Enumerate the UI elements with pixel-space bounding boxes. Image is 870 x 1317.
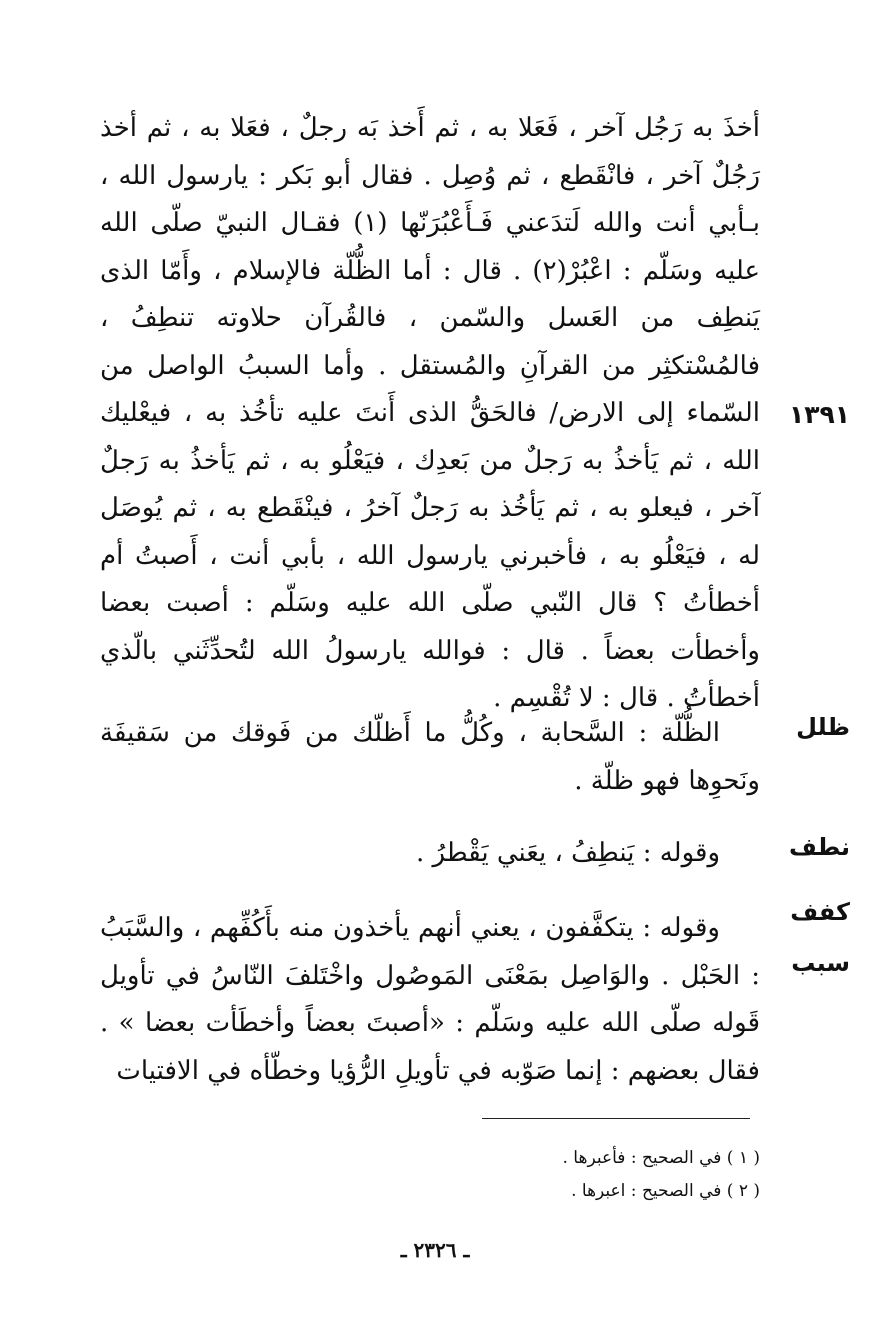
margin-root-zll: ظلل	[796, 713, 850, 741]
entry-ntf-text: وقوله : يَنطِفُ ، يعَني يَقْطرُ .	[416, 838, 720, 868]
footnote-2: ( ٢ ) في الصحيح : اعبرها .	[571, 1181, 760, 1201]
margin-root-ntf: نطف	[789, 833, 850, 861]
footnotes	[360, 1142, 760, 1208]
entry-kff-sbb-text: وقوله : يتكفَّفون ، يعني أنهم يأخذون منه بأَكُفِّهم ، والسَّبَبُ : الحَبْل . والوَاصِل بمَعْنَى المَوصُول واخْتَلفَ النّاسُ في تأويل قَوله صلّى الله عليه وسَلّم : «أصبتَ بعضاً وأخطَأت بعضا » . فقال بعضهم : إنما صَوّبه في تأويلِ الرُّؤيا وخطّأه في الافتيات	[100, 913, 760, 1086]
entry-zll	[100, 710, 760, 805]
main-paragraph-hadith	[100, 105, 760, 723]
margin-root-kff: كفف	[790, 898, 850, 926]
margin-page-reference: ١٣٩١	[788, 400, 850, 429]
margin-root-sbb: سبب	[791, 949, 850, 977]
hadith-text: أخذَ به رَجُل آخر ، فَعَلا به ، ثم أَخذ بَه رجلٌ ، فعَلا به ، ثم أخذ رَجُلٌ آخر ، فانْقَطع ، ثم وُصِل . فقال أبو بَكر : يارسول الله ، بـأبي أنت والله لَتدَعني فَـأَعْبُرَنّها (١) فقـال النبيّ صلّى الله عليه وسَلّم : اعْبُرْ(٢) . قال : أما الظُّلّة فالإسلام ، وأَمّا الذى يَنطِف من العَسل والسّمن ، فالقُرآن حلاوته تنطِفُ ، فالمُسْتكثِر من القرآنِ والمُستقل . وأما السببُ الواصل من السّماء إلى الارض/ فالحَقُّ الذى أَنتَ عليه تأخُذ به ، فيعْليك الله ، ثم يَأخذُ به رَجلٌ من بَعدِك ، فيَعْلُو به ، ثم يَأخذُ به رَجلٌ آخر ، فيعلو به ، ثم يَأخُذ به رَجلٌ آخرُ ، فينْقَطع به ، ثم يُوصَل له ، فيَعْلُو به ، فأخبرني يارسول الله ، بأبي أنت ، أَصبتُ أم أخطأتُ ؟ قال النّبي صلّى الله عليه وسَلّم : أصبت بعضا وأخطأت بعضاً . قال : فوالله يارسولُ الله لتُحدِّثَني بالّذي أخطأتُ . قال : لا تُقْسِم .	[100, 113, 760, 713]
page-number: ـ ٢٣٢٦ ـ	[400, 1238, 470, 1262]
footnote-1: ( ١ ) في الصحيح : فأعبرها .	[562, 1148, 760, 1168]
entry-kff-sbb	[100, 905, 760, 1095]
entry-zll-text: الظُّلّة : السَّحابة ، وكُلُّ ما أَظلّك من فَوقك من سَقيفَة ونَحوِها فهو ظلّة .	[100, 718, 760, 796]
footnote-divider	[482, 1118, 750, 1119]
entry-ntf	[100, 830, 760, 878]
